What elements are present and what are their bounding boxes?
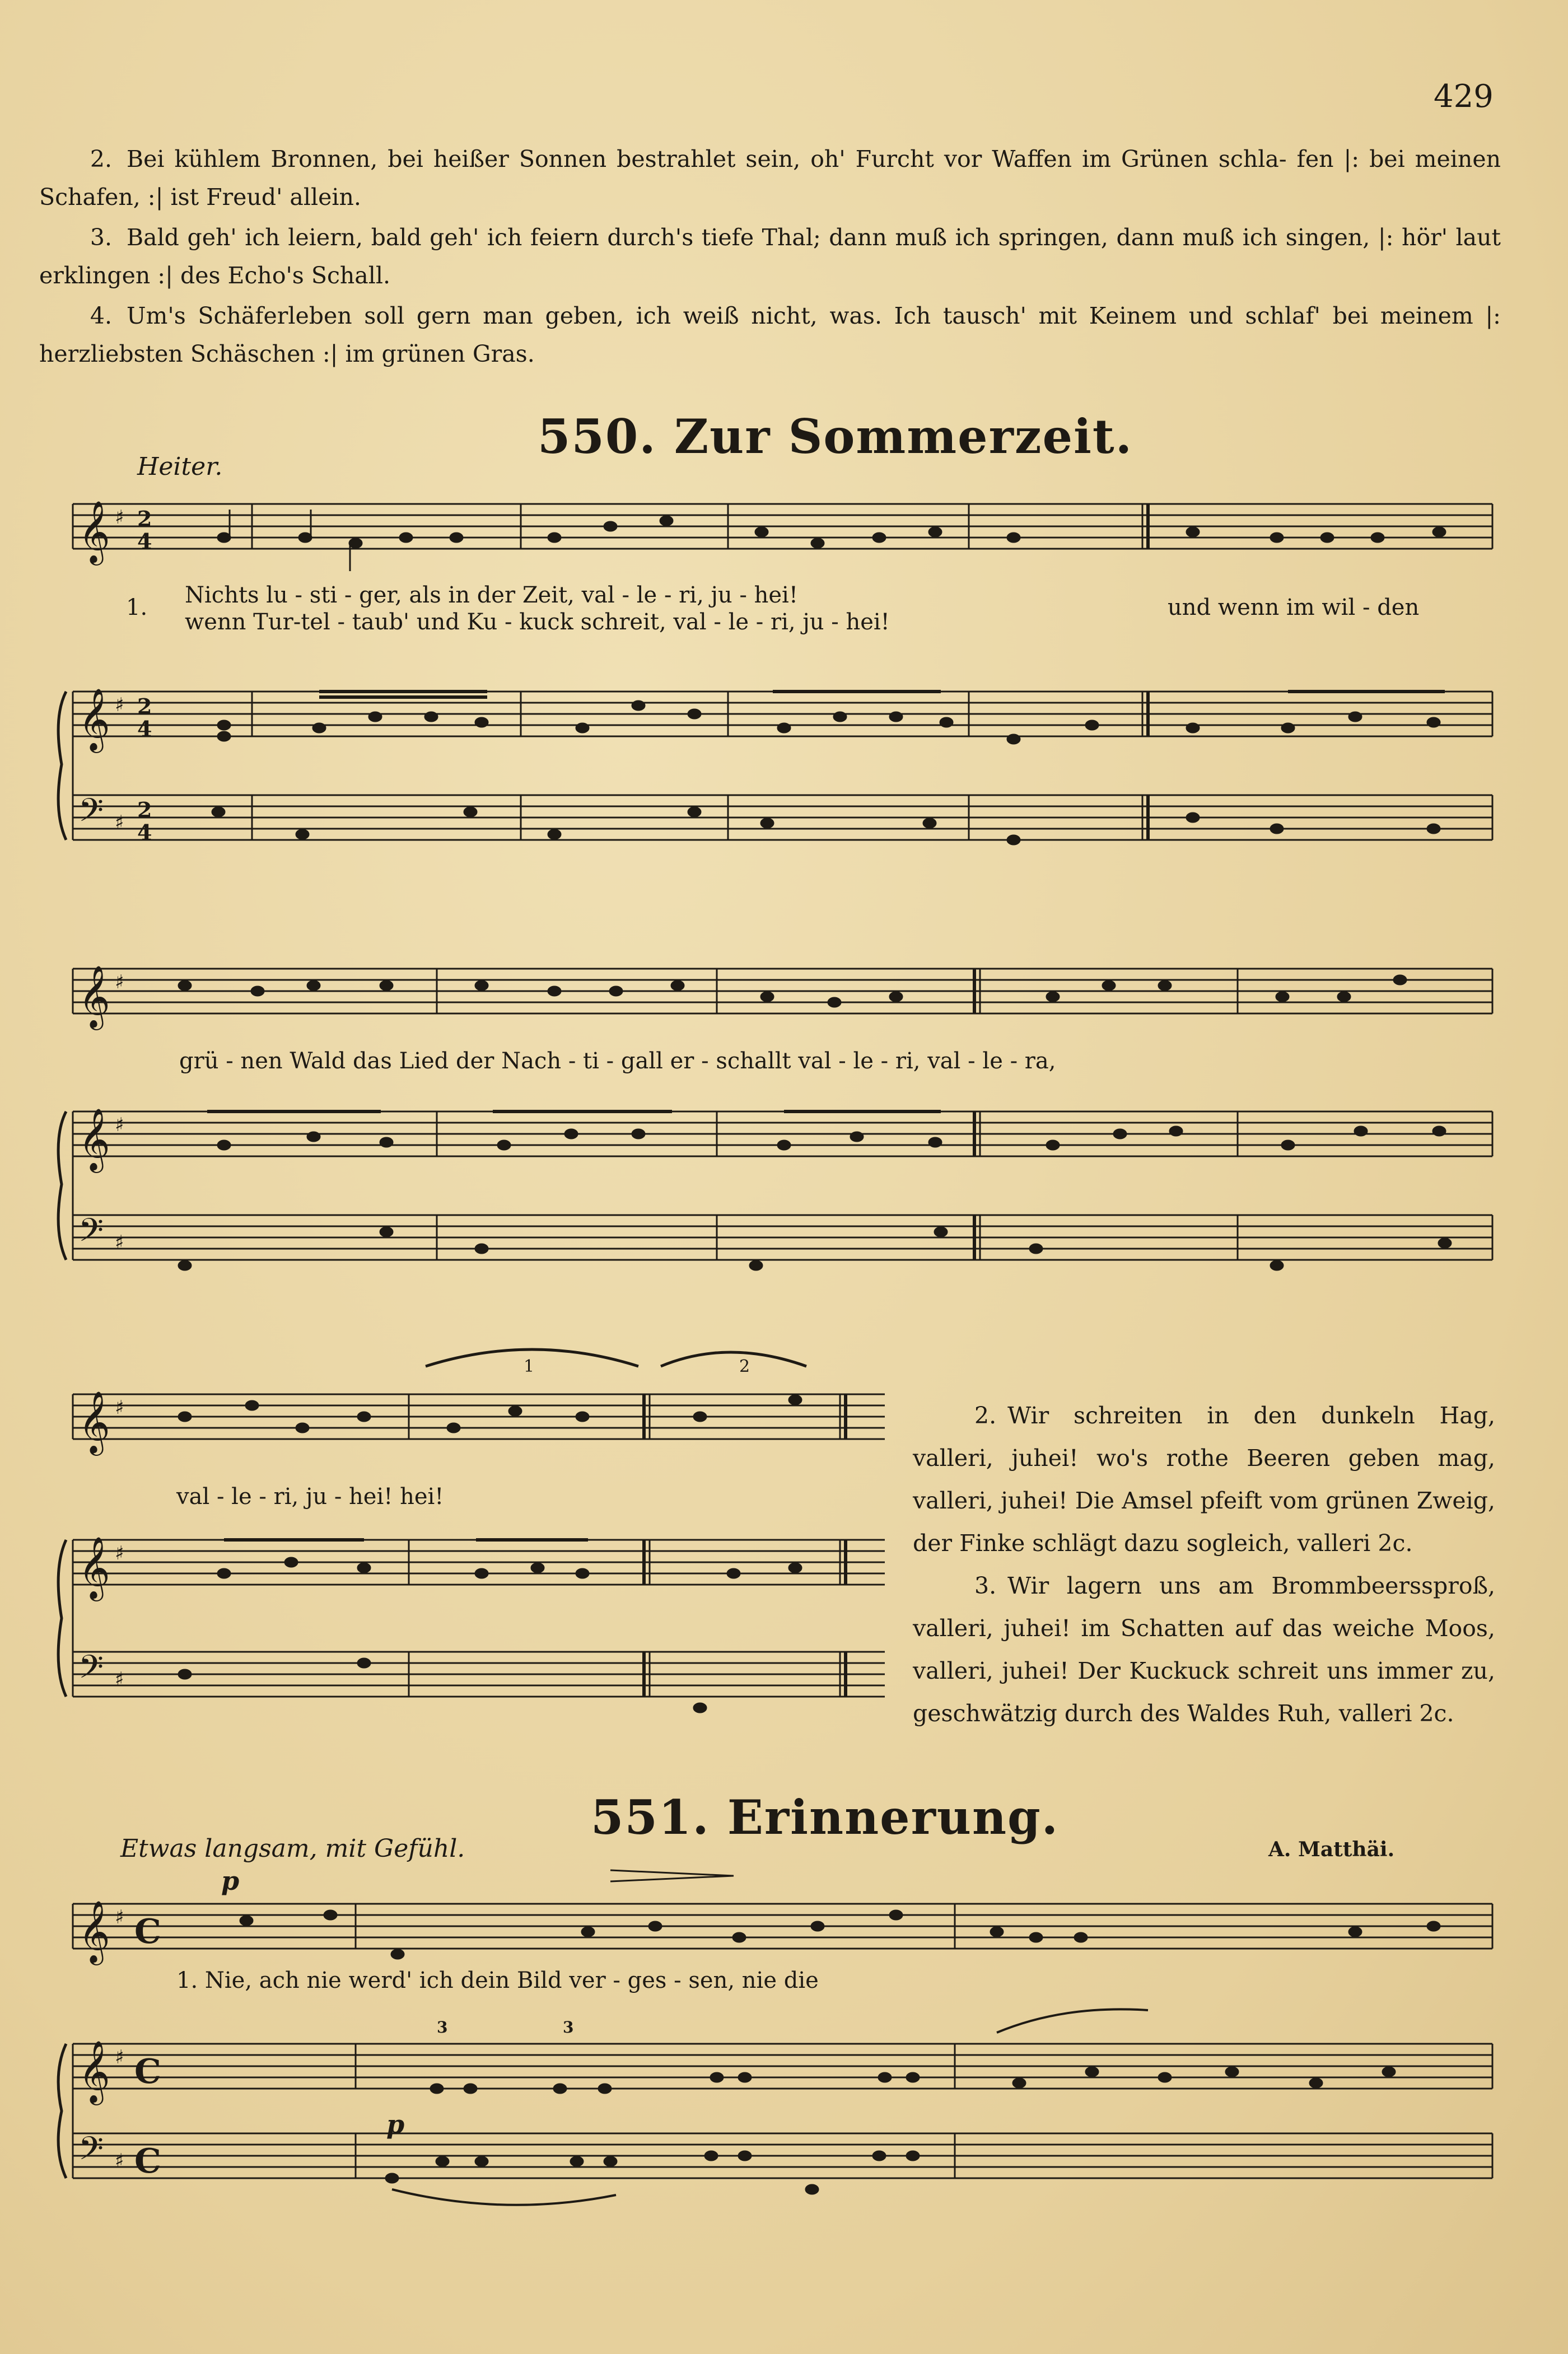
song-550-tempo: Heiter. [137, 452, 223, 481]
barlines [73, 1904, 1492, 2178]
notes-melody [218, 510, 1445, 571]
music-system-550-row2 [0, 952, 1568, 1321]
prev-verse-4 [39, 297, 1501, 373]
notes-melody [179, 1395, 801, 1432]
verse-number-550: 1. [126, 595, 148, 620]
treble-clef-icon: 𝄞 [78, 1108, 110, 1170]
common-time-icon: C [134, 2142, 161, 2181]
prev-verse-2 [39, 140, 1501, 216]
song-551-lyrics: 1. Nie, ach nie werd' ich dein Bild ver - ges - sen, nie die [176, 1968, 819, 1993]
verse-text: Wir schreiten in den dunkeln Hag, valleri, juhei! wo's rothe Beeren geben mag, valleri, juhei! Die Amsel pfeift vom grünen Zweig, der Finke schlägt dazu sogleich, valleri 2c. [913, 1402, 1495, 1557]
treble-clef-icon: 𝄞 [78, 2040, 110, 2103]
staff-lines [73, 969, 1492, 1260]
sharp-icon: ♯ [115, 1542, 124, 1564]
time-sig-icon: 4 [137, 529, 152, 554]
treble-clef-icon: 𝄞 [78, 688, 110, 750]
time-sig-icon: 2 [137, 694, 152, 719]
sharp-icon: ♯ [115, 2150, 124, 2172]
bass-clef-icon: 𝄢 [78, 791, 104, 837]
staff-lines [73, 1904, 1492, 2178]
brace [58, 2044, 66, 2178]
treble-clef-icon: 𝄞 [78, 965, 110, 1027]
dynamic-p-label: p [221, 1866, 240, 1896]
sharp-icon: ♯ [115, 506, 124, 529]
notes-piano [386, 2067, 1395, 2194]
sharp-icon: ♯ [115, 1668, 124, 1690]
music-system-550-row1 [0, 482, 1568, 907]
page-number: 429 [1434, 78, 1494, 115]
barlines [73, 969, 1492, 1260]
time-sig-icon: 2 [137, 506, 152, 531]
verse-number: 2. [90, 146, 112, 172]
sharp-icon: ♯ [115, 811, 124, 834]
sharp-icon: ♯ [115, 1396, 124, 1419]
common-time-icon: C [134, 1912, 161, 1951]
verse-text: Bei kühlem Bronnen, bei heißer Sonnen bestrahlet sein, oh' Furcht vor Waffen im Grünen schla- fen |: bei meinen Schafen, :| ist Freud' allein. [39, 146, 1501, 211]
music-system-551-row1 [0, 1859, 1568, 2206]
verse-number: 3. [974, 1572, 997, 1599]
triplet-mark-icon: 3 [563, 2018, 574, 2037]
notes-piano [179, 1540, 801, 1712]
verse-number: 3. [90, 224, 112, 251]
lyrics-row1-right: und wenn im wil - den [1168, 595, 1420, 620]
verse-text: Bald geh' ich leiern, bald geh' ich feiern durch's tiefe Thal; dann muß ich springen, dann muß ich singen, |: hör' laut erklingen :| des Echo's Schall. [39, 224, 1501, 289]
notes-melody [240, 1911, 1440, 1959]
staff-lines [73, 504, 1492, 840]
lyrics-row3: val - le - ri, ju - hei! hei! [176, 1484, 444, 1510]
verse-number: 2. [974, 1402, 997, 1429]
sharp-icon: ♯ [115, 1231, 124, 1254]
verse-text: Wir lagern uns am Brommbeerssproß, valleri, juhei! im Schatten auf das weiche Moos, valleri, juhei! Der Kuckuck schreit uns immer zu, geschwätzig durch des Waldes Ruh, valleri 2c. [913, 1572, 1495, 1727]
treble-clef-icon: 𝄞 [78, 500, 110, 563]
song-550-verse-2 [913, 1394, 1495, 1564]
bass-clef-icon: 𝄢 [78, 2129, 104, 2175]
song-551-composer: A. Matthäi. [1268, 1838, 1395, 1861]
music-system-550-row3 [0, 1333, 896, 1736]
slur [392, 2189, 616, 2205]
time-sig-icon: 4 [137, 820, 152, 845]
triplet-mark-icon: 3 [437, 2018, 448, 2037]
verse-number: 4. [90, 302, 112, 329]
sharp-icon: ♯ [115, 1906, 124, 1928]
sharp-icon: ♯ [115, 971, 124, 993]
brace [58, 1540, 66, 1697]
lyrics-row1-line2: wenn Tur-tel - taub' und Ku - kuck schreit, val - le - ri, ju - hei! [185, 609, 890, 635]
crescendo-hairpin [610, 1870, 734, 1881]
brace [58, 1111, 66, 1260]
sharp-icon: ♯ [115, 1114, 124, 1136]
notes-piano [179, 1111, 1451, 1270]
bass-clef-icon: 𝄢 [78, 1648, 104, 1694]
dynamic-p-label: p [386, 2109, 405, 2140]
lyrics-row2: grü - nen Wald das Lied der Nach - ti - gall er - schallt val - le - ri, val - le - ra, [179, 1048, 1056, 1074]
sharp-icon: ♯ [115, 694, 124, 716]
bass-clef-icon: 𝄢 [78, 1211, 104, 1257]
time-sig-icon: 4 [137, 716, 152, 741]
sharp-icon: ♯ [115, 2046, 124, 2068]
song-550-verse-3 [913, 1564, 1495, 1735]
staff-lines [73, 1394, 885, 1697]
song-550-title: 550. Zur Sommerzeit. [538, 409, 1133, 464]
song-551-title: 551. Erinnerung. [591, 1790, 1059, 1845]
brace [58, 692, 66, 840]
volta-1-label: 1 [524, 1357, 535, 1376]
slur [661, 1352, 806, 1366]
lyrics-row1-line1: Nichts lu - sti - ger, als in der Zeit, val - le - ri, ju - hei! [185, 582, 798, 608]
treble-clef-icon: 𝄞 [78, 1390, 110, 1453]
barlines [73, 504, 1492, 840]
treble-clef-icon: 𝄞 [78, 1900, 110, 1963]
verse-text: Um's Schäferleben soll gern man geben, ich weiß nicht, was. Ich tausch' mit Keinem und schlaf' bei meinem |: herzliebsten Schäschen :| im grünen Gras. [39, 302, 1501, 367]
volta-2-label: 2 [739, 1357, 750, 1376]
treble-clef-icon: 𝄞 [78, 1536, 110, 1599]
common-time-icon: C [134, 2052, 161, 2091]
prev-verse-3 [39, 218, 1501, 295]
time-sig-icon: 2 [137, 797, 152, 823]
slur [997, 2009, 1148, 2033]
song-551-tempo: Etwas langsam, mit Gefühl. [120, 1834, 465, 1863]
